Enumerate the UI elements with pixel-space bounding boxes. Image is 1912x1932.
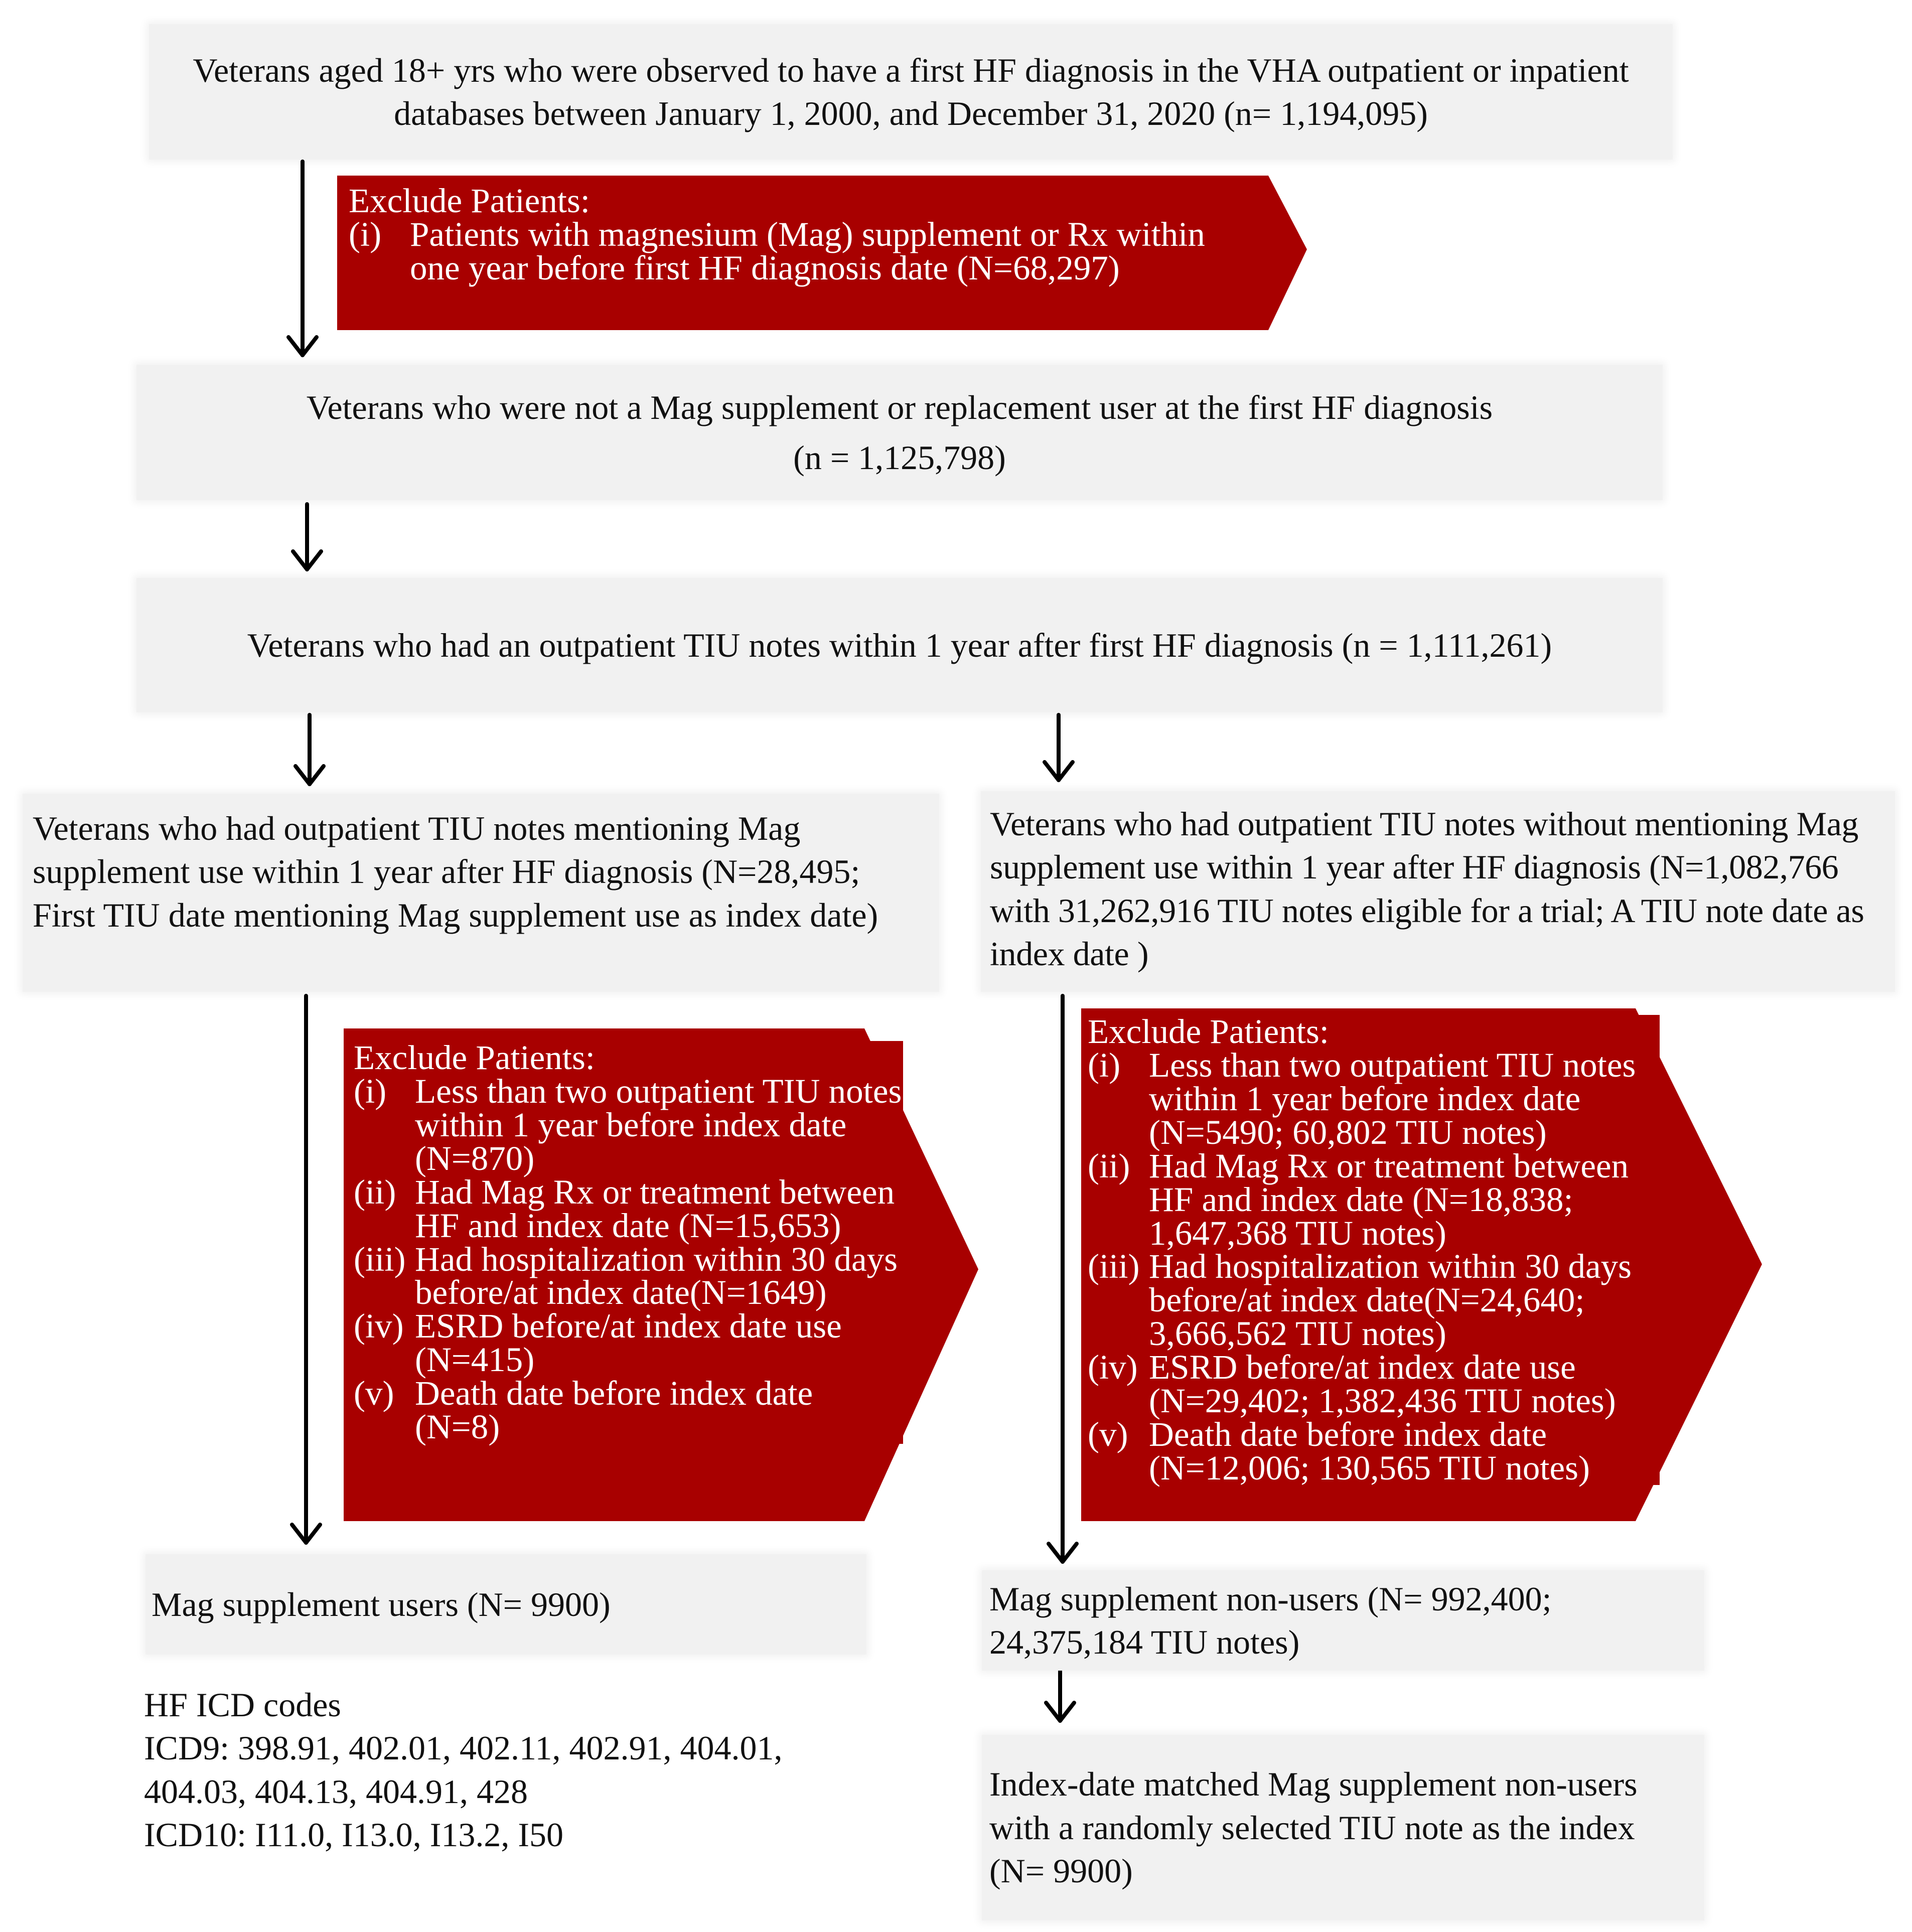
exclusion-right-item (1088, 1348, 1660, 1420)
exclusion-left-item-text: Had Mag Rx or treatment between HF and index date (N=15,653) (415, 1172, 895, 1245)
icd9-codes-line1: ICD9: 398.91, 402.01, 402.11, 402.91, 404.01, (144, 1729, 783, 1767)
exclusion-right-item-text: Less than two outpatient TIU notes within 1 year before index date (N=5490; 60,802 TIU notes) (1149, 1046, 1636, 1151)
mag-users-text: Mag supplement users (N= 9900) (152, 1585, 611, 1623)
icd10-codes: ICD10: I11.0, I13.0, I13.2, I50 (144, 1816, 564, 1854)
exclusion-right-item-num: (iv) (1088, 1348, 1138, 1387)
arrow-top-to-not-mag (288, 162, 317, 355)
exclusion-right-item (1088, 1146, 1660, 1252)
exclusion-left-item-num: (iv) (354, 1307, 404, 1346)
exclusion-right-item-num: (v) (1088, 1415, 1128, 1454)
exclusion-left-heading: Exclude Patients: (354, 1038, 595, 1077)
exclusion-right-item-text: ESRD before/at index date use (N=29,402; 1,382,436 TIU notes) (1149, 1348, 1616, 1420)
exclusion-left-item-text: ESRD before/at index date use (N=415) (415, 1307, 842, 1379)
not-mag-user-text: Veterans who were not a Mag supplement or replacement user at the first HF diagnosis (306, 388, 1493, 426)
exclusion-left-item-text: Death date before index date (N=8) (415, 1374, 813, 1446)
box-without-mag (981, 791, 1895, 992)
exclusion-right-item-text: Death date before index date (N=12,006; 130,565 TIU notes) (1149, 1415, 1590, 1487)
arrow-without-to-nonusers (1049, 996, 1077, 1562)
exclusion-right-heading: Exclude Patients: (1088, 1012, 1329, 1051)
box-mentioning-mag (23, 794, 939, 992)
tiu-notes-text: Veterans who had an outpatient TIU notes within 1 year after first HF diagnosis (n = 1,111,261) (247, 626, 1552, 664)
exclusion-right-item (1088, 1046, 1660, 1151)
exclusion-left-item-num: (iii) (354, 1240, 406, 1278)
icd-codes-title: HF ICD codes (144, 1686, 341, 1724)
exclusion-right-item-num: (ii) (1088, 1146, 1130, 1185)
box-mag-nonusers (982, 1570, 1704, 1671)
exclusion-left (354, 1038, 903, 1446)
arrow-tiu-to-without (1045, 715, 1073, 780)
icd9-codes-line2: 404.03, 404.13, 404.91, 428 (144, 1772, 528, 1811)
exclusion-left-item-text: Had hospitalization within 30 days before/at index date(N=1649) (415, 1240, 898, 1312)
exclusion-right-item-text: Had hospitalization within 30 days before/at index date(N=24,640; 3,666,562 TIU notes) (1149, 1247, 1632, 1353)
exclusion-top (349, 184, 1262, 285)
arrow-mentioning-to-users (292, 996, 320, 1543)
exclusion-right-item (1088, 1247, 1660, 1353)
exclusion-right (1088, 1012, 1660, 1487)
exclusion-left-item (354, 1240, 903, 1312)
exclusion-right-item-num: (i) (1088, 1046, 1121, 1084)
mentioning-mag-text: Veterans who had outpatient TIU notes mentioning Mag supplement use within 1 year after HF diagnosis (N=28,495; First TIU date mentioning Mag supplement use as index date) (33, 809, 878, 934)
exclusion-left-item-text: Less than two outpatient TIU notes within 1 year before index date (N=870) (415, 1072, 902, 1177)
box-tiu-notes (136, 578, 1663, 712)
box-mag-users (145, 1554, 866, 1655)
exclusion-right-item (1088, 1415, 1660, 1487)
exclusion-left-item-num: (ii) (354, 1172, 396, 1211)
exclusion-left-item (354, 1072, 903, 1177)
exclusion-left-item-num: (v) (354, 1374, 394, 1413)
not-mag-user-count: (n = 1,125,798) (793, 438, 1006, 477)
box-not-mag-user (136, 365, 1663, 500)
arrow-nonusers-to-matched (1046, 1666, 1074, 1721)
icd-codes (144, 1683, 782, 1856)
exclusion-top-item-num: (i) (349, 215, 382, 253)
box-initial-cohort (149, 24, 1673, 160)
arrow-not-mag-to-tiu (293, 504, 321, 569)
exclusion-right-item-text: Had Mag Rx or treatment between HF and index date (N=18,838; 1,647,368 TIU notes) (1149, 1146, 1629, 1252)
box-matched-nonusers (982, 1735, 1704, 1920)
exclusion-left-item-num: (i) (354, 1072, 387, 1110)
exclusion-left-item (354, 1374, 903, 1446)
matched-nonusers-text: Index-date matched Mag supplement non-users with a randomly selected TIU note as the index (N= 9900) (989, 1765, 1638, 1890)
exclusion-top-item-text: Patients with magnesium (Mag) supplement or Rx within one year before first HF diagnosis date (N=68,297) (410, 215, 1205, 287)
exclusion-top-item (349, 215, 1262, 287)
initial-cohort-text: Veterans aged 18+ yrs who were observed to have a first HF diagnosis in the VHA outpatient or inpatient databases between January 1, 2000, and December 31, 2020 (n= 1,194,095) (193, 51, 1629, 132)
exclusion-left-item (354, 1172, 903, 1245)
arrow-tiu-to-mentioning (296, 715, 324, 784)
mag-nonusers-text: Mag supplement non-users (N= 992,400; 24,375,184 TIU notes) (989, 1579, 1552, 1661)
without-mag-text: Veterans who had outpatient TIU notes without mentioning Mag supplement use within 1 year after HF diagnosis (N=1,082,766 with 31,262,916 TIU notes eligible for a trial; A TIU note date as index date ) (990, 805, 1864, 973)
exclusion-left-item (354, 1309, 903, 1377)
exclusion-top-heading: Exclude Patients: (349, 182, 590, 220)
exclusion-right-item-num: (iii) (1088, 1247, 1140, 1286)
